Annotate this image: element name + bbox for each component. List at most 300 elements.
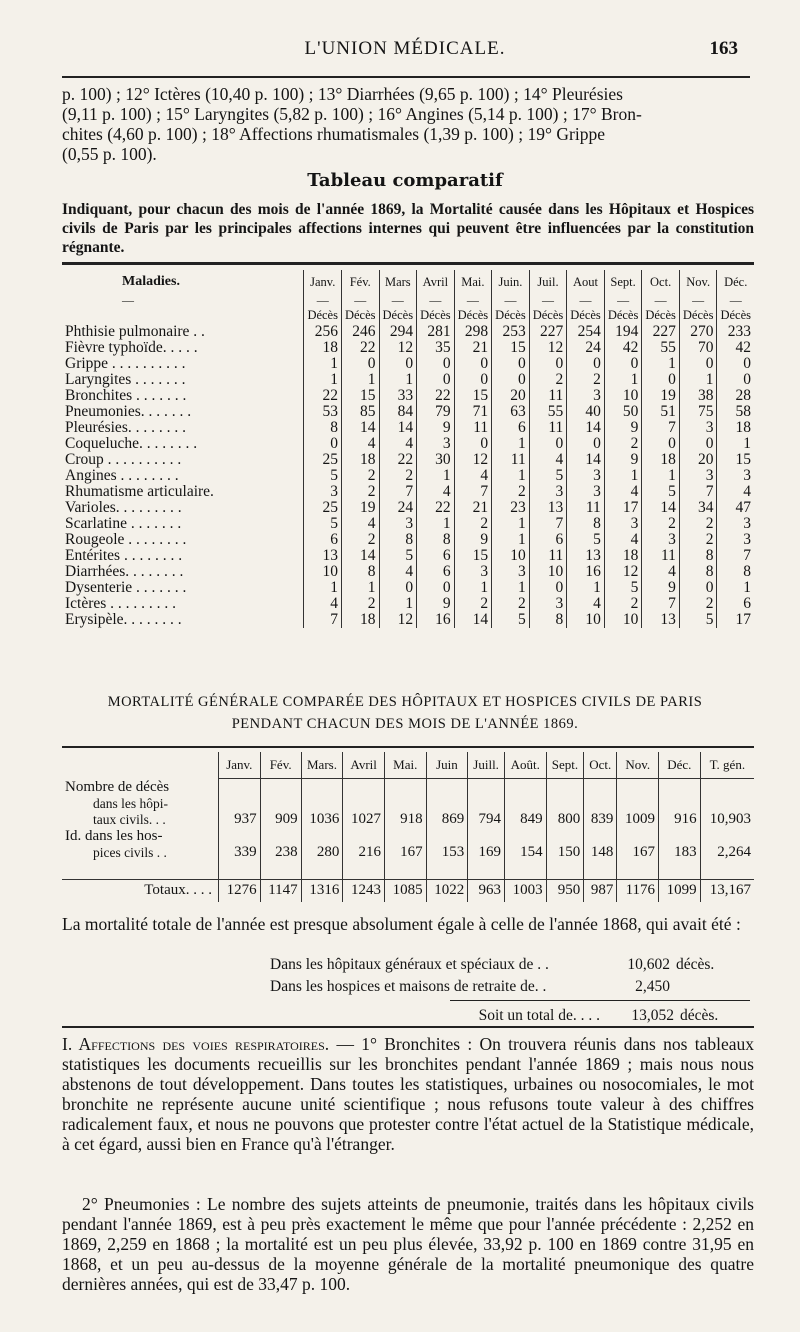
death-count: 53 <box>304 404 342 420</box>
summary-number: 10,602 <box>627 956 670 973</box>
death-count: 1 <box>567 580 605 596</box>
spacer-cell <box>659 861 701 880</box>
total-value: 1003 <box>504 879 546 902</box>
death-count: 2 <box>341 596 379 612</box>
death-count: 1 <box>492 516 530 532</box>
death-count: 3 <box>454 564 492 580</box>
death-count: 15 <box>454 548 492 564</box>
mortality-paragraph: La mortalité totale de l'année est presque absolument égale à celle de l'année 1868, qui avait été : <box>62 914 741 934</box>
month-header: Avril <box>417 270 455 294</box>
unit-label: Décès <box>529 306 567 324</box>
death-count: 11 <box>642 548 680 564</box>
death-count: 51 <box>642 404 680 420</box>
death-count: 6 <box>529 532 567 548</box>
death-count: 7 <box>717 548 754 564</box>
death-count: 1 <box>417 516 455 532</box>
mortality-value: 167 <box>384 828 426 861</box>
death-count: 11 <box>529 420 567 436</box>
death-count: 253 <box>492 324 530 340</box>
death-count: 1 <box>717 580 754 596</box>
dash: — <box>122 293 134 307</box>
death-count: 0 <box>642 372 680 388</box>
disease-mortality-table <box>62 270 754 628</box>
death-count: 3 <box>717 532 754 548</box>
month-header: Janv. <box>219 752 261 779</box>
month-header: Juil. <box>529 270 567 294</box>
disease-row <box>62 388 754 404</box>
mortality-value: 1036 <box>301 779 343 828</box>
death-count: 9 <box>604 420 642 436</box>
mortality-value: 869 <box>426 779 468 828</box>
death-count: 10 <box>529 564 567 580</box>
mortality-value: 839 <box>584 779 617 828</box>
death-count: 1 <box>304 356 342 372</box>
month-header: Déc. <box>659 752 701 779</box>
death-count: 34 <box>679 500 717 516</box>
total-value: 1316 <box>301 879 343 902</box>
death-count: 11 <box>567 500 605 516</box>
total-value: 1022 <box>426 879 468 902</box>
mortality-value: 183 <box>659 828 701 861</box>
death-count: 2 <box>679 516 717 532</box>
table2-corner <box>62 752 219 779</box>
disease-name: Fièvre typhoïde. . . . . <box>65 339 198 356</box>
total-value: 13,167 <box>700 879 754 902</box>
disease-row <box>62 564 754 580</box>
death-count: 2 <box>604 436 642 452</box>
death-count: 9 <box>642 580 680 596</box>
death-count: 16 <box>417 612 455 628</box>
unit-label: Décès <box>679 306 717 324</box>
disease-row <box>62 532 754 548</box>
death-count: 1 <box>642 468 680 484</box>
death-count: 14 <box>454 612 492 628</box>
death-count: 8 <box>529 612 567 628</box>
mortality-value: 148 <box>584 828 617 861</box>
totals-label: Totaux. . . . <box>144 882 212 898</box>
summary-rule <box>450 1000 750 1001</box>
mortality-value: 918 <box>384 779 426 828</box>
death-count: 18 <box>604 548 642 564</box>
death-count: 5 <box>679 612 717 628</box>
death-count: 3 <box>642 532 680 548</box>
dash: — <box>304 294 342 306</box>
death-count: 17 <box>717 612 754 628</box>
spacer-cell <box>219 861 261 880</box>
death-count: 4 <box>304 596 342 612</box>
death-count: 75 <box>679 404 717 420</box>
death-count: 4 <box>567 596 605 612</box>
mortality-value: 794 <box>468 779 505 828</box>
table1-corner: Maladies. <box>122 274 180 289</box>
total-value: 1243 <box>343 879 385 902</box>
mortality-value: 909 <box>260 779 301 828</box>
death-count: 5 <box>379 548 417 564</box>
death-count: 21 <box>454 340 492 356</box>
disease-name: Grippe . . . . . . . . . . <box>65 355 186 372</box>
month-header: Nov. <box>679 270 717 294</box>
summary-unit: décès. <box>680 1007 719 1024</box>
death-count: 270 <box>679 324 717 340</box>
top-line: (9,11 p. 100) ; 15° Laryngites (5,82 p. 100) ; 16° Angines (5,14 p. 100) ; 17° Bron- <box>62 104 642 124</box>
death-count: 3 <box>567 388 605 404</box>
death-count: 8 <box>679 564 717 580</box>
disease-name: Entérites . . . . . . . . <box>65 547 183 564</box>
death-count: 3 <box>529 484 567 500</box>
death-count: 8 <box>379 532 417 548</box>
month-header: Aout <box>567 270 605 294</box>
mortality-value: 849 <box>504 779 546 828</box>
death-count: 3 <box>717 516 754 532</box>
disease-row <box>62 484 754 500</box>
disease-name: Scarlatine . . . . . . . <box>65 515 182 532</box>
month-header: Juin <box>426 752 468 779</box>
death-count: 7 <box>529 516 567 532</box>
dash-row <box>62 294 754 306</box>
mortality-value: 800 <box>546 779 584 828</box>
total-value: 987 <box>584 879 617 902</box>
death-count: 0 <box>717 372 754 388</box>
dash: — <box>529 294 567 306</box>
death-count: 13 <box>304 548 342 564</box>
death-count: 14 <box>379 420 417 436</box>
death-count: 14 <box>567 452 605 468</box>
mortality-value: 916 <box>659 779 701 828</box>
death-count: 19 <box>642 388 680 404</box>
mortality-value: 937 <box>219 779 261 828</box>
death-count: 13 <box>529 500 567 516</box>
death-count: 8 <box>717 564 754 580</box>
section-I-heading: I. Affections des voies respiratoires. <box>62 1034 330 1054</box>
mortality-value: 167 <box>617 828 659 861</box>
death-count: 5 <box>642 484 680 500</box>
death-count: 1 <box>604 468 642 484</box>
death-count: 18 <box>341 452 379 468</box>
death-count: 3 <box>304 484 342 500</box>
row-label-line: dans les hôpi- <box>93 795 168 811</box>
total-value: 1147 <box>260 879 301 902</box>
death-count: 6 <box>417 548 455 564</box>
unit-label: Décès <box>604 306 642 324</box>
mortality-summary <box>270 954 750 1027</box>
death-count: 5 <box>304 468 342 484</box>
dash: — <box>417 294 455 306</box>
death-count: 1 <box>492 436 530 452</box>
death-count: 84 <box>379 404 417 420</box>
total-value: 1099 <box>659 879 701 902</box>
death-count: 4 <box>341 436 379 452</box>
total-value: 1176 <box>617 879 659 902</box>
journal-title: L'UNION MÉDICALE. <box>304 38 506 59</box>
death-count: 4 <box>604 532 642 548</box>
disease-name: Dysenterie . . . . . . . <box>65 579 187 596</box>
month-header: Août. <box>504 752 546 779</box>
death-count: 0 <box>454 436 492 452</box>
disease-row <box>62 356 754 372</box>
death-count: 0 <box>417 356 455 372</box>
death-count: 227 <box>529 324 567 340</box>
table1-title: Tableau comparatif <box>307 170 503 191</box>
death-count: 17 <box>604 500 642 516</box>
death-count: 4 <box>379 436 417 452</box>
summary-line <box>270 954 750 976</box>
dash: — <box>454 294 492 306</box>
death-count: 15 <box>717 452 754 468</box>
mortality-value: 10,903 <box>700 779 754 828</box>
dash: — <box>492 294 530 306</box>
disease-name: Erysipèle. . . . . . . . <box>65 611 182 628</box>
death-count: 3 <box>604 516 642 532</box>
section-I-paragraph <box>62 1034 754 1154</box>
unit-label: Décès <box>304 306 342 324</box>
death-count: 298 <box>454 324 492 340</box>
death-count: 4 <box>529 452 567 468</box>
death-count: 10 <box>304 564 342 580</box>
death-count: 1 <box>492 580 530 596</box>
death-count: 2 <box>341 484 379 500</box>
disease-row <box>62 452 754 468</box>
dash: — <box>341 294 379 306</box>
death-count: 5 <box>529 468 567 484</box>
death-count: 7 <box>379 484 417 500</box>
death-count: 14 <box>341 548 379 564</box>
disease-name: Diarrhées. . . . . . . . <box>65 563 184 580</box>
disease-row <box>62 340 754 356</box>
death-count: 6 <box>717 596 754 612</box>
death-count: 15 <box>492 340 530 356</box>
disease-row <box>62 612 754 628</box>
unit-label: Décès <box>642 306 680 324</box>
death-count: 2 <box>341 532 379 548</box>
death-count: 1 <box>492 468 530 484</box>
death-count: 0 <box>454 372 492 388</box>
section-I-pneumonies: 2° Pneumonies : Le nombre des sujets atteints de pneumonie, traités dans les hôpitaux civils pendant l'année 1869, est à peu près exactement le même que pour l'année précédente : 2,252 en 1869, 2,259 en 1868 ; la mortalité est un peu plus élevée, 33,92 p. 100 en 1869 contre 31,95 en 1868, et un peu au-dessus de la moyenne générale de la mortalité pneumonique des quatre dernières années, qui est de 33,47 p. 100. <box>62 1194 754 1294</box>
mortality-row <box>62 779 754 828</box>
death-count: 13 <box>567 548 605 564</box>
summary-label: Dans les hôpitaux généraux et spéciaux de . . <box>270 956 549 973</box>
month-header: Juin. <box>492 270 530 294</box>
death-count: 1 <box>304 580 342 596</box>
death-count: 0 <box>529 580 567 596</box>
death-count: 79 <box>417 404 455 420</box>
death-count: 1 <box>379 596 417 612</box>
unit-row <box>62 306 754 324</box>
dash: — <box>642 294 680 306</box>
unit-label: Décès <box>492 306 530 324</box>
death-count: 21 <box>454 500 492 516</box>
death-count: 55 <box>529 404 567 420</box>
death-count: 30 <box>417 452 455 468</box>
spacer-cell <box>62 861 219 880</box>
death-count: 10 <box>604 388 642 404</box>
summary-label: Soit un total de. . . . <box>478 1007 600 1024</box>
spacer-cell <box>504 861 546 880</box>
disease-name: Angines . . . . . . . . <box>65 467 179 484</box>
summary-unit <box>670 976 676 998</box>
total-value: 963 <box>468 879 505 902</box>
month-header: Avril <box>343 752 385 779</box>
dash: — <box>679 294 717 306</box>
mortality-value: 2,264 <box>700 828 754 861</box>
death-count: 227 <box>642 324 680 340</box>
death-count: 19 <box>341 500 379 516</box>
page-number: 163 <box>709 38 738 59</box>
death-count: 6 <box>304 532 342 548</box>
death-count: 9 <box>454 532 492 548</box>
death-count: 58 <box>717 404 754 420</box>
mortality-value: 280 <box>301 828 343 861</box>
death-count: 1 <box>379 372 417 388</box>
death-count: 0 <box>567 356 605 372</box>
death-count: 256 <box>304 324 342 340</box>
death-count: 0 <box>642 436 680 452</box>
mortality-row <box>62 828 754 861</box>
spacer-cell <box>617 861 659 880</box>
death-count: 1 <box>341 372 379 388</box>
dash: — <box>379 294 417 306</box>
death-count: 233 <box>717 324 754 340</box>
disease-name: Pneumonies. . . . . . . <box>65 403 192 420</box>
death-count: 2 <box>379 468 417 484</box>
disease-row <box>62 436 754 452</box>
death-count: 5 <box>604 580 642 596</box>
mortality-value: 216 <box>343 828 385 861</box>
death-count: 5 <box>567 532 605 548</box>
month-header: Mars. <box>301 752 343 779</box>
death-count: 246 <box>341 324 379 340</box>
table2-top-rule <box>62 746 754 748</box>
death-count: 18 <box>642 452 680 468</box>
dash: — <box>604 294 642 306</box>
month-header: Déc. <box>717 270 754 294</box>
death-count: 3 <box>567 468 605 484</box>
death-count: 1 <box>679 372 717 388</box>
death-count: 11 <box>454 420 492 436</box>
death-count: 7 <box>304 612 342 628</box>
disease-row <box>62 500 754 516</box>
death-count: 281 <box>417 324 455 340</box>
death-count: 24 <box>567 340 605 356</box>
spacer-cell <box>426 861 468 880</box>
death-count: 47 <box>717 500 754 516</box>
mortality-value: 150 <box>546 828 584 861</box>
mortality-value: 153 <box>426 828 468 861</box>
death-count: 23 <box>492 500 530 516</box>
summary-line <box>270 976 750 998</box>
death-count: 2 <box>492 596 530 612</box>
death-count: 4 <box>379 564 417 580</box>
disease-name: Phthisie pulmonaire . . <box>65 323 205 340</box>
death-count: 22 <box>341 340 379 356</box>
section-rule <box>62 1026 754 1028</box>
spacer-row <box>62 861 754 880</box>
death-count: 7 <box>454 484 492 500</box>
disease-row <box>62 372 754 388</box>
death-count: 9 <box>417 596 455 612</box>
death-count: 13 <box>642 612 680 628</box>
row-label-line: Nombre de décès <box>65 778 170 795</box>
totals-row <box>62 879 754 902</box>
death-count: 15 <box>341 388 379 404</box>
death-count: 0 <box>567 436 605 452</box>
death-count: 0 <box>304 436 342 452</box>
death-count: 5 <box>492 612 530 628</box>
death-count: 7 <box>679 484 717 500</box>
disease-name: Laryngites . . . . . . . <box>65 371 186 388</box>
death-count: 14 <box>642 500 680 516</box>
death-count: 0 <box>492 356 530 372</box>
disease-row <box>62 580 754 596</box>
death-count: 254 <box>567 324 605 340</box>
death-count: 10 <box>567 612 605 628</box>
dash: — <box>717 294 754 306</box>
death-count: 3 <box>529 596 567 612</box>
death-count: 4 <box>717 484 754 500</box>
death-count: 71 <box>454 404 492 420</box>
death-count: 33 <box>379 388 417 404</box>
death-count: 2 <box>454 516 492 532</box>
running-header <box>60 38 750 66</box>
death-count: 2 <box>604 596 642 612</box>
month-header: Fév. <box>260 752 301 779</box>
death-count: 25 <box>304 452 342 468</box>
death-count: 8 <box>341 564 379 580</box>
death-count: 85 <box>341 404 379 420</box>
death-count: 35 <box>417 340 455 356</box>
summary-total-line <box>270 1005 750 1027</box>
death-count: 3 <box>567 484 605 500</box>
death-count: 12 <box>454 452 492 468</box>
death-count: 8 <box>304 420 342 436</box>
disease-name: Croup . . . . . . . . . . <box>65 451 182 468</box>
section-I-bronchites: — 1° Bronchites : On trouvera réunis dans nos tableaux statistiques les documents recueillis sur les bronchites pendant l'année 1869 ; mais nous nous abstenons de tout développement. Dans toutes les statistiques, urbaines ou nosocomiales, le mot bronchite ne représente aucune unité scientifique ; nous refusons toute valeur à des chiffres radicalement faux, et nous ne pouvons que protester contre l'état actuel de la Statistique médicale, à cet égard, aussi bien en France qu'à l'étranger. <box>62 1034 754 1154</box>
death-count: 20 <box>679 452 717 468</box>
death-count: 0 <box>341 356 379 372</box>
spacer-cell <box>468 861 505 880</box>
death-count: 0 <box>604 356 642 372</box>
death-count: 0 <box>679 580 717 596</box>
spacer-cell <box>301 861 343 880</box>
death-count: 1 <box>492 532 530 548</box>
unit-label: Décès <box>454 306 492 324</box>
death-count: 0 <box>679 436 717 452</box>
summary-number: 2,450 <box>635 978 670 995</box>
death-count: 0 <box>529 356 567 372</box>
mortality-value: 169 <box>468 828 505 861</box>
death-count: 7 <box>642 420 680 436</box>
month-header: Juill. <box>468 752 505 779</box>
death-count: 1 <box>604 372 642 388</box>
death-count: 11 <box>529 548 567 564</box>
death-count: 294 <box>379 324 417 340</box>
mortality-value: 238 <box>260 828 301 861</box>
death-count: 3 <box>679 420 717 436</box>
death-count: 18 <box>341 612 379 628</box>
disease-name: Ictères . . . . . . . . . <box>65 595 177 612</box>
death-count: 6 <box>492 420 530 436</box>
death-count: 2 <box>492 484 530 500</box>
death-count: 9 <box>604 452 642 468</box>
death-count: 6 <box>417 564 455 580</box>
general-mortality-table <box>62 752 754 902</box>
disease-name: Rougeole . . . . . . . . <box>65 531 187 548</box>
death-count: 3 <box>379 516 417 532</box>
unit-label: Décès <box>379 306 417 324</box>
death-count: 1 <box>454 580 492 596</box>
death-count: 2 <box>454 596 492 612</box>
disease-name: Varioles. . . . . . . . . <box>65 499 182 516</box>
death-count: 4 <box>604 484 642 500</box>
